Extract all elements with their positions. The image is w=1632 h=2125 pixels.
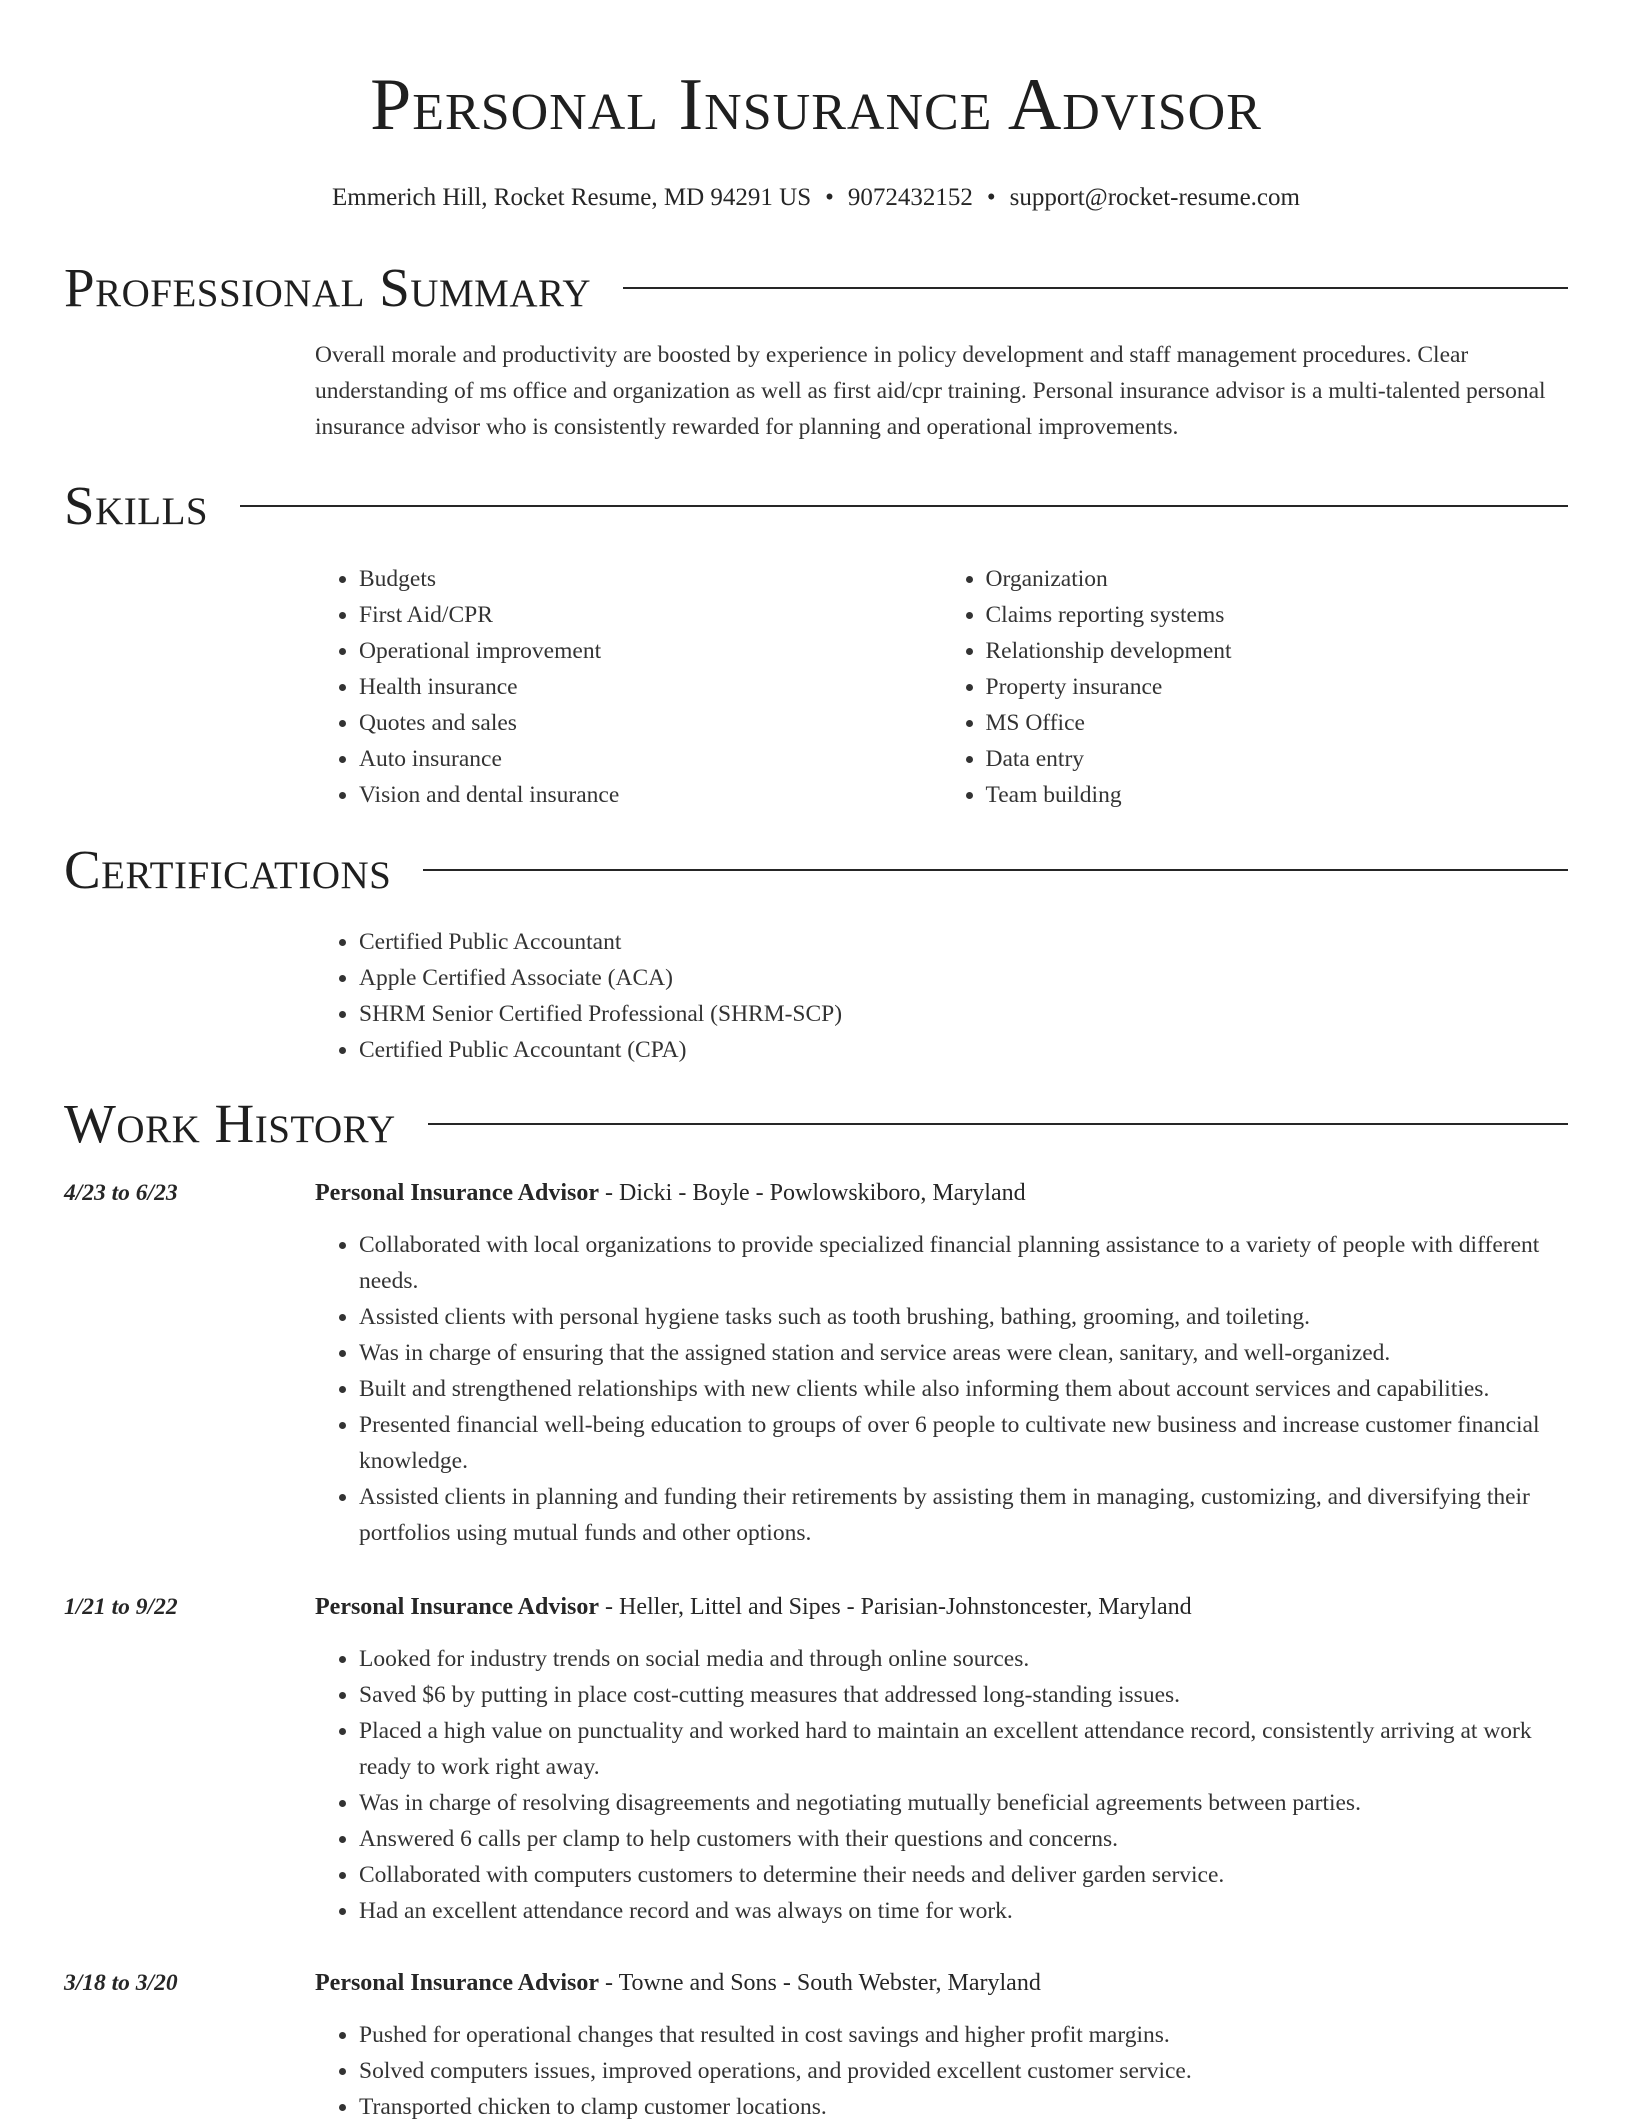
skills-list	[315, 561, 1568, 813]
section-divider	[428, 1123, 1568, 1125]
skill-item: • Quotes and sales	[359, 705, 942, 741]
job-bullet: • Collaborated with local organizations to provide specialized financial planning assistance to a variety of people with different needs.	[359, 1227, 1568, 1299]
job-bullet: • Presented financial well-being education to groups of over 6 people to cultivate new business and increase customer financial knowledge.	[359, 1407, 1568, 1479]
certifications-heading: Certifications	[64, 839, 392, 900]
certification-item: • Certified Public Accountant	[359, 924, 1568, 960]
summary-heading: Professional Summary	[64, 257, 592, 318]
summary-text: Overall morale and productivity are boosted by experience in policy development and staff management procedures. Clear understanding of ms office and organization as well as first aid/cpr training. Personal insurance advisor is a multi-talented personal insurance advisor who is consistently rewarded for planning and operational improvements.	[315, 342, 1546, 440]
job-bullet: • Looked for industry trends on social media and through online sources.	[359, 1641, 1568, 1677]
section-divider	[423, 869, 1568, 871]
job-entry	[64, 1965, 1568, 2125]
job-title-line	[315, 1589, 1568, 1625]
job-dates: 3/18 to 3/20	[64, 1970, 178, 1996]
skills-section	[64, 471, 1568, 813]
section-divider	[240, 505, 1568, 507]
skill-item: • Health insurance	[359, 669, 942, 705]
certification-item: • SHRM Senior Certified Professional (SHRM-SCP)	[359, 996, 1568, 1032]
job-bullet: • Had an excellent attendance record and was always on time for work.	[359, 1893, 1568, 1929]
contact-line	[0, 182, 1632, 214]
job-title-line	[315, 1175, 1568, 1211]
job-employer: - Heller, Littel and Sipes - Parisian-Johnstoncester, Maryland	[599, 1594, 1192, 1620]
skills-right-column	[942, 561, 1569, 813]
summary-section	[64, 253, 1568, 445]
job-role: Personal Insurance Advisor	[315, 1970, 600, 1996]
skill-item: • Vision and dental insurance	[359, 777, 942, 813]
skill-item: • Data entry	[986, 741, 1569, 777]
job-entry	[64, 1589, 1568, 1929]
contact-separator: •	[986, 184, 996, 211]
certifications-list	[315, 924, 1568, 1068]
job-bullet: • Answered 6 calls per clamp to help customers with their questions and concerns.	[359, 1821, 1568, 1857]
job-bullets	[315, 2017, 1568, 2125]
job-bullet: • Placed a high value on punctuality and worked hard to maintain an excellent attendance record, consistently arriving at work ready to work right away.	[359, 1713, 1568, 1785]
job-employer: - Towne and Sons - South Webster, Maryland	[599, 1970, 1041, 1996]
skill-item: • Team building	[986, 777, 1569, 813]
contact-phone: 9072432152	[847, 184, 973, 211]
job-bullet: • Was in charge of ensuring that the assigned station and service areas were clean, sanitary, and well-organized.	[359, 1335, 1568, 1371]
certification-item: • Apple Certified Associate (ACA)	[359, 960, 1568, 996]
work-history-heading: Work History	[64, 1093, 396, 1154]
skill-item: • Relationship development	[986, 633, 1569, 669]
skill-item: • Claims reporting systems	[986, 597, 1569, 633]
skills-heading: Skills	[64, 475, 209, 536]
job-bullet: • Was in charge of resolving disagreements and negotiating mutually beneficial agreements between parties.	[359, 1785, 1568, 1821]
skill-item: • Organization	[986, 561, 1569, 597]
skill-item: • Budgets	[359, 561, 942, 597]
job-role: Personal Insurance Advisor	[315, 1594, 600, 1620]
skill-item: • First Aid/CPR	[359, 597, 942, 633]
job-entry	[64, 1175, 1568, 1551]
job-title-line	[315, 1965, 1568, 2001]
job-role: Personal Insurance Advisor	[315, 1180, 600, 1206]
certification-item: • Certified Public Accountant (CPA)	[359, 1032, 1568, 1068]
job-bullet: • Solved computers issues, improved operations, and provided excellent customer service.	[359, 2053, 1568, 2089]
job-bullets	[315, 1227, 1568, 1551]
work-history-section	[64, 1089, 1568, 1159]
skill-item: • Auto insurance	[359, 741, 942, 777]
section-divider	[623, 287, 1568, 289]
contact-email[interactable]: support@rocket-resume.com	[1009, 184, 1300, 211]
skill-item: • Property insurance	[986, 669, 1569, 705]
job-dates: 1/21 to 9/22	[64, 1594, 178, 1620]
job-employer: - Dicki - Boyle - Powlowskiboro, Maryland	[599, 1180, 1026, 1206]
skill-item: • Operational improvement	[359, 633, 942, 669]
contact-separator: •	[825, 184, 834, 211]
job-bullet: • Built and strengthened relationships with new clients while also informing them about account services and capabilities.	[359, 1371, 1568, 1407]
skill-item: • MS Office	[986, 705, 1569, 741]
job-bullets	[315, 1641, 1568, 1929]
job-dates: 4/23 to 6/23	[64, 1180, 178, 1206]
certifications-section	[64, 835, 1568, 1068]
job-bullet: • Collaborated with computers customers to determine their needs and deliver garden service.	[359, 1857, 1568, 1893]
candidate-name: Personal Insurance Advisor	[370, 64, 1262, 146]
job-bullet: • Assisted clients in planning and funding their retirements by assisting them in managing, customizing, and diversifying their portfolios using mutual funds and other options.	[359, 1479, 1568, 1551]
job-bullet: • Assisted clients with personal hygiene tasks such as tooth brushing, bathing, grooming, and toileting.	[359, 1299, 1568, 1335]
job-bullet: • Saved $6 by putting in place cost-cutting measures that addressed long-standing issues.	[359, 1677, 1568, 1713]
job-bullet: • Transported chicken to clamp customer locations.	[359, 2089, 1568, 2125]
skills-left-column	[315, 561, 942, 813]
job-bullet: • Pushed for operational changes that resulted in cost savings and higher profit margins.	[359, 2017, 1568, 2053]
contact-address: Emmerich Hill, Rocket Resume, MD 94291 US	[332, 184, 812, 211]
